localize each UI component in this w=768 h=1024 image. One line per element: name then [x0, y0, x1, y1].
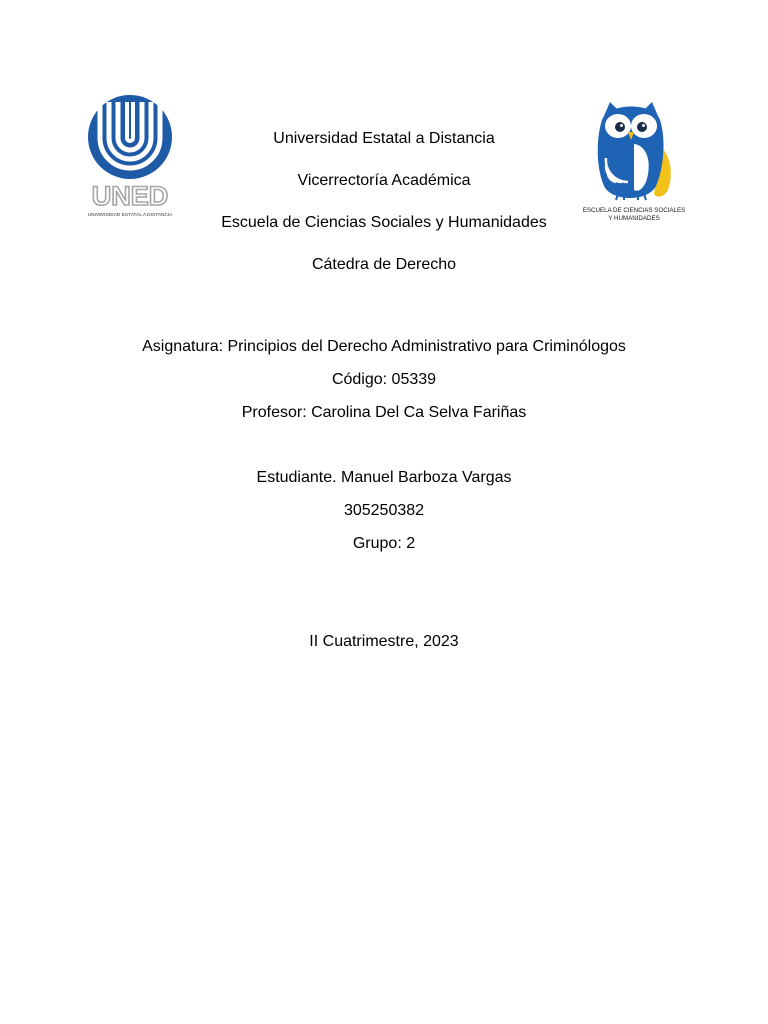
codigo: Código: 05339 — [331, 371, 437, 388]
uned-wordmark: UNED — [91, 181, 169, 211]
student-name: Estudiante. Manuel Barboza Vargas — [256, 469, 512, 486]
escuela-logo — [568, 98, 704, 232]
escuela-caption-line1: ESCUELA DE CIENCIAS SOCIALES — [582, 207, 686, 214]
student-group: Grupo: 2 — [352, 535, 416, 552]
escuela-caption-line2: Y HUMANIDADES — [608, 215, 660, 222]
asignatura: Asignatura: Principios del Derecho Administrativo para Criminólogos — [142, 338, 626, 355]
catedra: Cátedra de Derecho — [311, 256, 457, 273]
university-name: Universidad Estatal a Distancia — [273, 130, 495, 147]
student-id: 305250382 — [343, 502, 425, 519]
escuela-name: Escuela de Ciencias Sociales y Humanidades — [221, 214, 547, 231]
academic-period: II Cuatrimestre, 2023 — [309, 633, 459, 650]
uned-caption: UNIVERSIDAD ESTATAL A DISTANCIA — [87, 213, 173, 218]
profesor: Profesor: Carolina Del Ca Selva Fariñas — [241, 404, 527, 421]
vicerrectoria: Vicerrectoría Académica — [297, 172, 471, 189]
uned-logo — [86, 92, 174, 222]
